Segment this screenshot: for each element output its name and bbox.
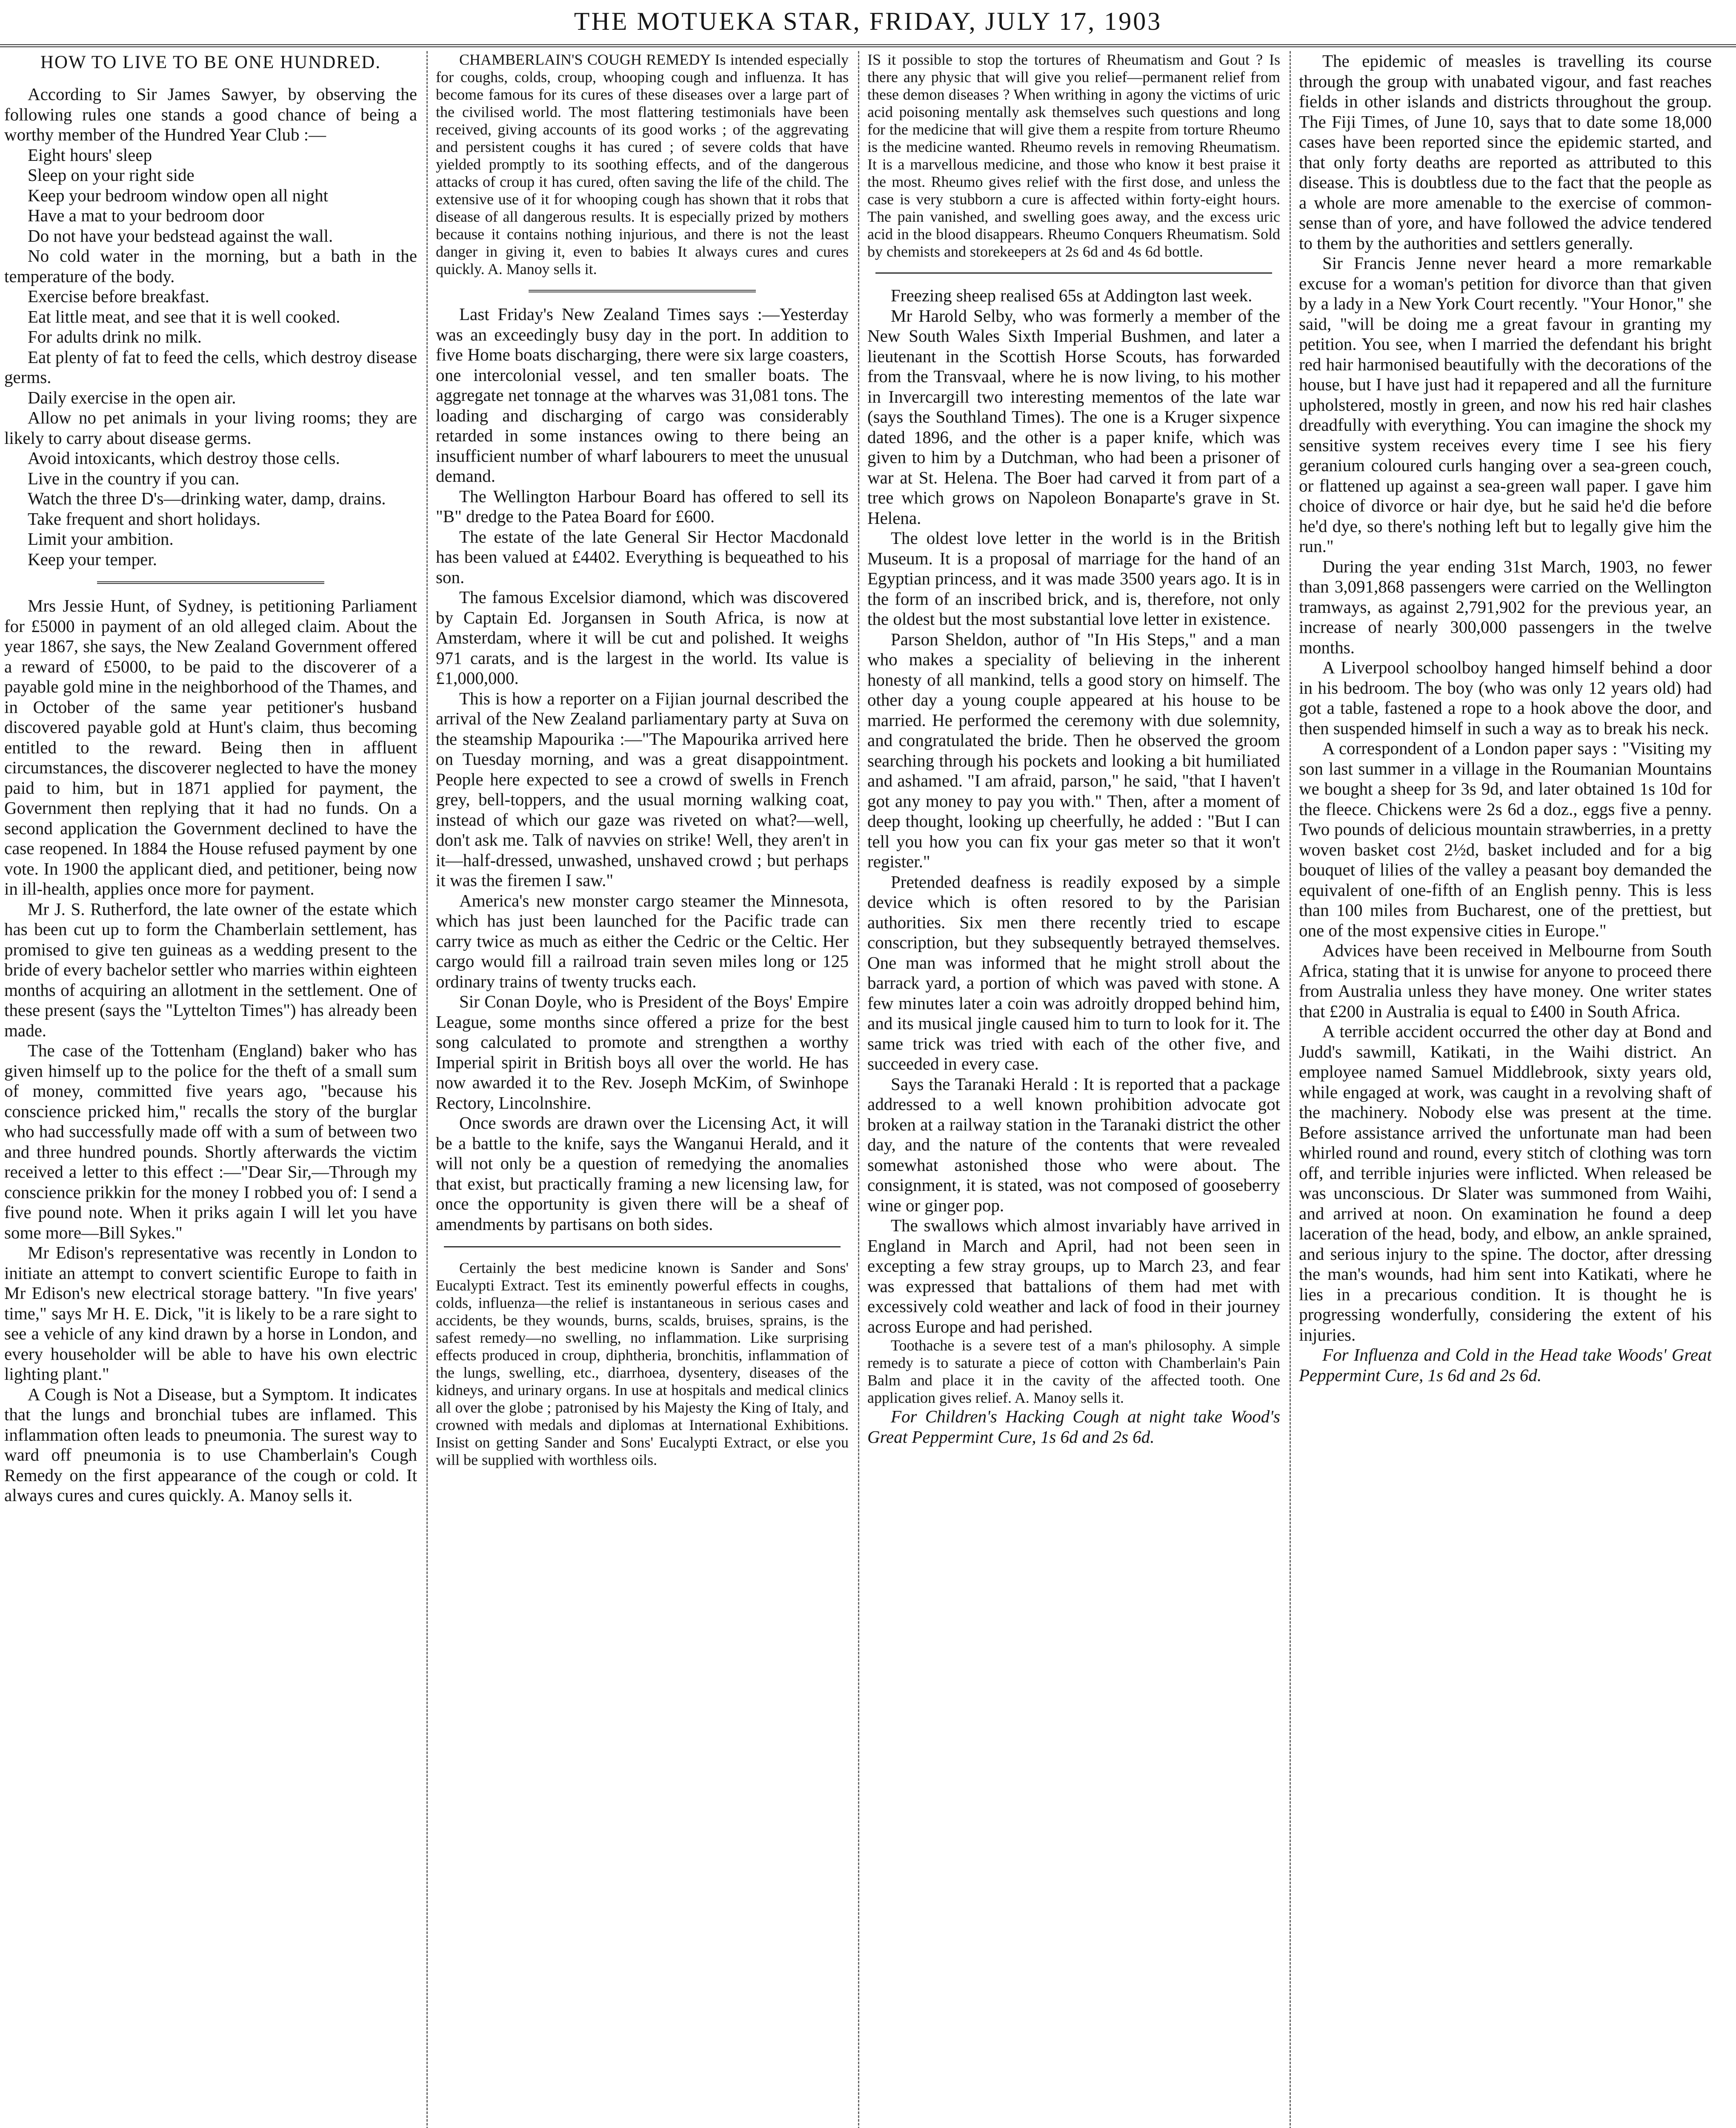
article-roumanian-mountains: A correspondent of a London paper says : "Visiting my son last summer in a village in the Roumanian Mountains we bought a sheep for 3s 9d, and later obtained 1s 10d for the fleece. Chickens were 2s 6d a doz., eggs five a penny. Two pounds of delicious mountain strawberries, in a pretty woven basket cost 2½d, basket included and for a big bouquet of lilies of the valley a peasant boy demanded the equivalent of one-fifth of an English penny. This is less than 100 miles from Bucharest, one of the prettiest, but one of the most expensive cities in Europe." [1299,738,1712,940]
rule-item: Live in the country if you can. [28,468,240,488]
masthead-rule [0,44,1736,47]
article-divorce-red-hair: Sir Francis Jenne never heard a more remarkable excuse for a woman's petition for divorce than that given by a lady in a New York Court recently. "Your Honor," she said, "will be doing me a great favour in granting my petition. You see, when I married the defendant his bright red hair harmonised beautifully with the decorations of the house, but I have just had it repapered and all the furniture upholstered, mostly in green, and now his red hair clashes dreadfully with everything. You can imagine the shock my sensitive system receives every time I see his fiery geranium coloured curls hanging over a sea-green couch, or flattened up against a sea-green wall paper. I gave him choice of divorce or hair dye, but he said he'd die before he'd dye, so there's nothing left but to legally give him the run." [1299,253,1712,556]
article-fijian-reporter: This is how a reporter on a Fijian journal described the arrival of the New Zealand parliamentary party at Suva on the steamship Mapourika :—"The Mapourika arrived here on Tuesday morning, and was a great disappointment. People here expected to see a crowd of swells in French grey, bell-toppers, and the usual morning walking coat, instead of which our gaze was riveted on what?—well, don't ask me. Talk of navvies on strike! Well, they aren't in it—half-dressed, unwashed, unshaved crowd ; but perhaps it was the firemen I saw." [436,688,849,890]
article-measles-epidemic: The epidemic of measles is travelling its course through the group with unabated vigour, and fast reaches fields in other islands and districts throughout the group. The Fiji Times, of June 10, says that to date some 18,000 cases have been reported since the epidemic started, and that only forty deaths are reported as attributed to this disease. This is doubtless due to the fact that the people as a whole are more amenable to the exercise of common-sense than of yore, and have followed the advice tendered to them by the authorities and settlers generally. [1299,51,1712,253]
rule-item: Eat plenty of fat to feed the cells, which destroy disease germs. [4,347,417,387]
rule-item: Do not have your bedstead against the wall. [28,226,333,246]
rule-item: Sleep on your right side [28,165,194,185]
rule-item: Keep your temper. [28,549,157,569]
columns [4,51,1732,2128]
article-south-africa-advices: Advices have been received in Melbourne from South Africa, stating that it is unwise for anyone to proceed there from Australia unless they have money. One writer states that £200 in Australia is equal to £400 in South Africa. [1299,941,1712,1021]
rule-item: No cold water in the morning, but a bath in the temperature of the body. [4,246,417,286]
column-1 [4,51,417,2128]
article-excelsior-diamond: The famous Excelsior diamond, which was discovered by Captain Ed. Jorgansen in South Africa, is now at Amsterdam, where it will be cut and polished. It weighs 971 carats, and is the largest in the world. Its value is £1,000,000. [436,587,849,688]
advert-influenza-cure: For Influenza and Cold in the Head take Woods' Great Peppermint Cure, 1s 6d and 2s 6d. [1299,1345,1712,1385]
rule-item: Take frequent and short holidays. [28,509,261,529]
article-edison: Mr Edison's representative was recently in London to initiate an attempt to convert scientific Europe to faith in Mr Edison's new electrical storage battery. "In five years' time," says Mr H. E. Dick, "it is likely to be a rare sight to see a vehicle of any kind drawn by a horse in London, and every householder will be able to have his own electric lighting plant." [4,1243,417,1384]
advert-eucalypti-extract: Certainly the best medicine known is Sander and Sons' Eucalypti Extract. Test its eminently powerful effects in coughs, colds, influenza—the relief is instantaneous in serious cases and accidents, be they wounds, burns, scalds, bruises, sprains, is the safest remedy—no swelling, no inflammation. Like surprising effects produced in croup, diphtheria, bronchitis, inflammation of the lungs, swelling, etc., diarrhoea, dysentery, diseases of the kidneys, and urinary organs. In use at hospitals and medical clinics all over the globe ; patronised by his Majesty the King of Italy, and crowned with medals and diplomas at International Exhibitions. Insist on getting Sander and Sons' Eucalypti Extract, or else you will be supplied with worthless oils. [436,1259,849,1468]
article-harold-selby: Mr Harold Selby, who was formerly a member of the New South Wales Sixth Imperial Bushmen, and later a lieutenant in the Scottish Horse Scouts, has forwarded from the Transvaal, where he is now living, to his mother in Invercargill two interesting mementos of the late war (says the Southland Times). The one is a Kruger sixpence dated 1896, and the other is a paper knife, which was given to him by a Dutchman, who had been a prisoner of war at St. Helena. The Boer had carved it from part of a tree which grows on Napoleon Bonaparte's grave in St. Helena. [867,306,1280,528]
column-3 [867,51,1280,2128]
column-separator [858,51,859,2128]
section-divider [97,581,324,584]
column-4 [1299,51,1712,2128]
rules-list [4,145,417,570]
article-minnesota: America's new monster cargo steamer the Minnesota, which has just been launched for the Pacific trade can carry twice as much as either the Cedric or the Celtic. Her cargo would fill a railroad train seven miles long or 125 ordinary trains of twenty trucks each. [436,890,849,991]
article-swallows: The swallows which almost invariably have arrived in England in March and April, had not been seen in excepting a few stray groups, up to March 23, and fear was expressed that battalions of them had met with excessively cold weather and lack of food in their journey across Europe and had perished. [867,1216,1280,1336]
advert-chamberlain-cough-remedy: CHAMBERLAIN'S COUGH REMEDY Is intended especially for coughs, colds, croup, whooping cough and influenza. It has become famous for its cures of these diseases over a large part of the civilised world. The most flattering testimonials have been received, giving accounts of its good works ; of the aggrevating and persistent coughs it has cured ; of severe colds that have yielded promptly to its soothing effects, and of the dangerous attacks of croup it has cured, often saving the life of the child. The extensive use of it for whooping cough has shown that it robs that disease of all dangerous results. It is especially prized by mothers because it contains nothing injurious, and there is not the least danger in giving it, even to babies It always cures and cures quickly. A. Manoy sells it. [436,51,849,277]
section-divider [875,272,1272,274]
advert-cough-symptom: A Cough is Not a Disease, but a Symptom. It indicates that the lungs and bronchial tubes are inflamed. This inflammation often leads to pneumonia. The surest way to ward off pneumonia is to use Chamberlain's Cough Remedy on the first appearance of the cough or cold. It always cures and cures quickly. A. Manoy sells it. [4,1384,417,1505]
article-heading-live-to-hundred: HOW TO LIVE TO BE ONE HUNDRED. [40,52,381,72]
section-divider [529,290,756,292]
article-pretended-deafness: Pretended deafness is readily exposed by a simple device which is often resored to by the Parisian authorities. Six men there recently tried to escape conscription, but they subsequently betrayed themselves. One man was informed that he might stroll about the barrack yard, a portion of which was paved with stone. A few minutes later a coin was adroitly dropped behind him, and its musical jingle caused him to turn to look for it. The same trick was tried with each of the other five, and succeeded in every case. [867,872,1280,1073]
article-licensing-act: Once swords are drawn over the Licensing Act, it will be a battle to the knife, says the Wanganui Herald, and it will not only be a question of remedying the anomalies that exist, but practically framing a new licensing law, for once the opportunity is given there will be a sheaf of amendments by partisans on both sides. [436,1113,849,1234]
rule-item: Exercise before breakfast. [28,286,209,306]
article-wellington-tramways: During the year ending 31st March, 1903, no fewer than 3,091,868 passengers were carried on the Wellington tramways, as against 2,791,902 for the previous year, an increase of nearly 300,000 passengers in the twelve months. [1299,556,1712,657]
rule-item: Avoid intoxicants, which destroy those cells. [28,448,340,468]
article-harbour-board: The Wellington Harbour Board has offered to sell its "B" dredge to the Patea Board for £600. [436,486,849,526]
article-sawmill-accident: A terrible accident occurred the other day at Bond and Judd's sawmill, Katikati, in the Waihi district. An employee named Samuel Middlebrook, sixty years old, while engaged at work, was caught in a revolving shaft of the machinery. Nobody else was present at the time. Before assistance arrived the unfortunate man had been whirled round and round, every stitch of clothing was torn off, and terrible injuries were inflicted. When released be was unconscious. Dr Slater was summoned from Waihi, and arrived at noon. On examination he found a deep laceration of the head, body, and elbow, an ankle sprained, and serious injury to the spine. The doctor, after dressing the man's wounds, had him sent into Katikati, where he lies in a precarious condition. It is thought he is progressing wonderfully, considering the extent of his injuries. [1299,1021,1712,1344]
article-intro-sawyer: According to Sir James Sawyer, by observing the following rules one stands a good chance of being a worthy member of the Hundred Year Club :— [4,84,417,144]
section-divider [444,1246,840,1247]
article-oldest-love-letter: The oldest love letter in the world is in the British Museum. It is a proposal of marriage for the hand of an Egyptian princess, and it was made 3500 years ago. It is in the form of an inscribed brick, and is, therefore, not only the oldest but the most substantial love letter in existence. [867,528,1280,629]
rule-item: Watch the three D's—drinking water, damp, drains. [28,489,386,508]
article-liverpool-schoolboy: A Liverpool schoolboy hanged himself behind a door in his bedroom. The boy (who was only 12 years old) had got a table, fastened a rope to a hook above the door, and then suspended himself in such a way as to break his neck. [1299,658,1712,738]
rule-item: For adults drink no milk. [28,327,202,346]
article-parson-sheldon: Parson Sheldon, author of "In His Steps," and a man who makes a speciality of believing in the inherent honesty of all mankind, tells a good story on himself. The other day a young couple appeared at his house to be married. He performed the ceremony with due solemnity, and congratulated the bride. Then he observed the groom searching through his pockets and looking a bit humiliated and ashamed. "I am afraid, parson," he said, "that I haven't got any money to pay you with." Then, after a moment of deep thought, looking up cheerfully, he added : "But I can tell you how you can fix your gas meter so that it won't register." [867,629,1280,871]
article-tottenham-baker: The case of the Tottenham (England) baker who has given himself up to the police for the theft of a small sum of money, committed five years ago, "because his conscience pricked him," recalls the story of the burglar who had successfully made off with a sum of between two and three hundred pounds. Shortly afterwards the victim received a letter to this effect :—"Dear Sir,—Through my conscience prikkin for the money I robbed you of: I send a five pound note. When it priks again I will let you have some more—Bill Sykes." [4,1041,417,1242]
column-2 [436,51,849,2128]
rule-item: Allow no pet animals in your living rooms; they are likely to carry about disease germs. [4,408,417,448]
rule-item: Limit your ambition. [28,529,174,549]
masthead: THE MOTUEKA STAR, FRIDAY, JULY 17, 1903 [574,7,1162,35]
rule-item: Daily exercise in the open air. [28,387,236,407]
article-macdonald-estate: The estate of the late General Sir Hector Macdonald has been valued at £4402. Everything is bequeathed to his son. [436,526,849,587]
column-separator [426,51,428,2128]
advert-toothache: Toothache is a severe test of a man's philosophy. A simple remedy is to saturate a piece of cotton with Chamberlain's Pain Balm and place it in the cavity of the affected tooth. One application gives relief. A. Manoy sells it. [867,1337,1280,1406]
article-freezing-sheep: Freezing sheep realised 65s at Addington last week. [891,286,1253,305]
advert-woods-peppermint: For Children's Hacking Cough at night take Wood's Great Peppermint Cure, 1s 6d and 2s 6d. [867,1407,1280,1447]
rule-item: Eat little meat, and see that it is well cooked. [28,306,340,326]
rule-item: Keep your bedroom window open all night [28,185,328,205]
advert-rheumo: IS it possible to stop the tortures of Rheumatism and Gout ? Is there any physic that will give you relief—permanent relief from these demon diseases ? When writhing in agony the victims of uric acid poisoning mentally ask themselves such questions and long for the medicine that will give them a respite from torture Rheumo is the medicine wanted. Rheumo revels in removing Rheumatism. It is a marvellous medicine, and those who know it best praise it the most. Rheumo gives relief with the first dose, and unless the case is very stubborn a cure is affected within forty-eight hours. The pain vanished, and swelling goes away, and the excess uric acid in the blood disappears. Rheumo Conquers Rheumatism. Sold by chemists and storekeepers at 2s 6d and 4s 6d bottle. [867,51,1280,260]
article-busy-port: Last Friday's New Zealand Times says :—Yesterday was an exceedingly busy day in the port. In addition to five Home boats discharging, there were six large coasters, one intercolonial vessel, and ten smaller boats. The aggregate net tonnage at the wharves was 31,081 tons. The loading and discharging of cargo was considerably retarded in some instances owing to there being an insufficient number of wharf labourers to meet the unusual demand. [436,304,849,486]
rule-item: Eight hours' sleep [28,145,152,165]
article-hunt-petition: Mrs Jessie Hunt, of Sydney, is petitioning Parliament for £5000 in payment of an old alleged claim. About the year 1867, she says, the New Zealand Government offered a reward of £5000, to be paid to the discoverer of a payable gold mine in the neighborhood of the Thames, and in October of the same year petitioner's husband discovered payable gold at Hunt's claim, thus becoming entitled to the reward. Being then in affluent circumstances, the discoverer neglected to have the money paid to him, but in 1871 applied for payment, the Government then replying that it had no funds. On a second application the Government declined to have the case reopened. In 1884 the House refused payment by one vote. In 1900 the applicant died, and petitioner, being now in ill-health, applies once more for payment. [4,596,417,898]
article-conan-doyle: Sir Conan Doyle, who is President of the Boys' Empire League, some months since offered a prize for the best song calculated to promote and strengthen a worthy Imperial spirit in British boys all over the world. He has now awarded it to the Rev. Joseph McKim, of Swinhope Rectory, Lincolnshire. [436,992,849,1113]
column-separator [1290,51,1291,2128]
rule-item: Have a mat to your bedroom door [28,206,264,225]
article-taranaki-herald: Says the Taranaki Herald : It is reported that a package addressed to a well known prohibition advocate got broken at a railway station in the Taranaki district the other day, and the nature of the contents that were revealed somewhat astonished those who were about. The consignment, it is stated, was not composed of gooseberry wine or ginger pop. [867,1074,1280,1215]
article-rutherford: Mr J. S. Rutherford, the late owner of the estate which has been cut up to form the Chamberlain settlement, has promised to give ten guineas as a wedding present to the bride of every bachelor settler who marries within eighteen months of acquiring an allotment in the settlement. One of these present (says the "Lyttelton Times") has already been made. [4,899,417,1040]
